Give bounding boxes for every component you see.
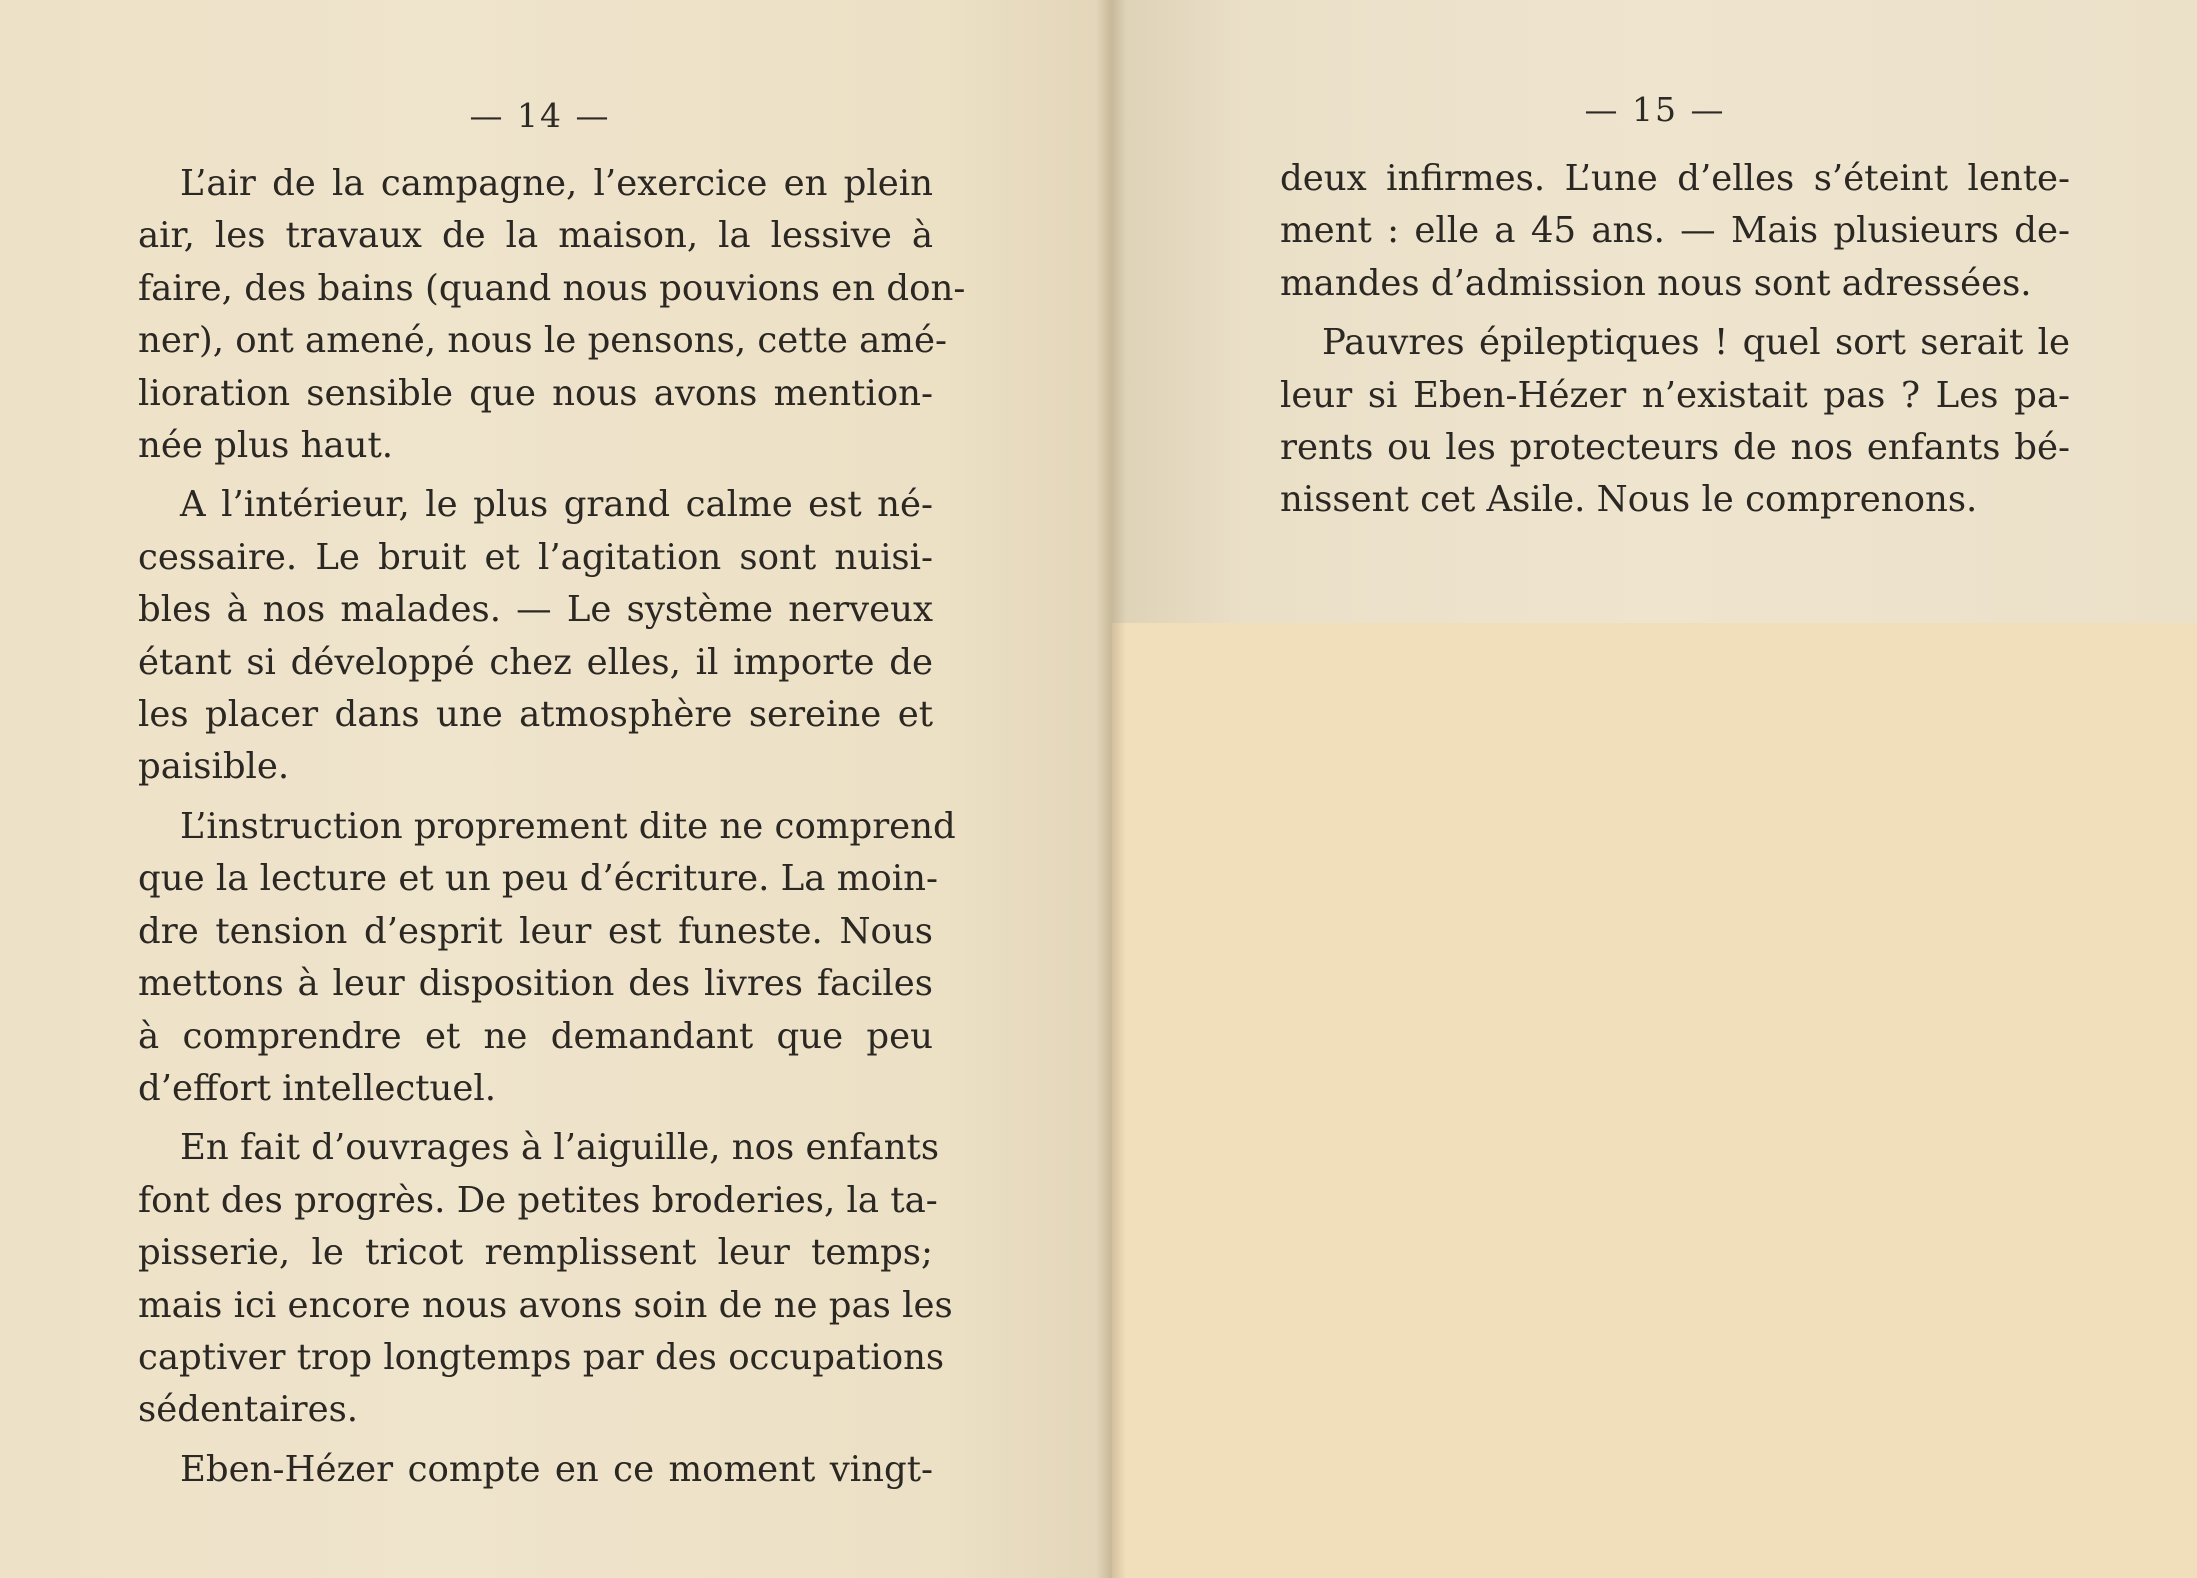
text-line: nissent cet Asile. Nous le comprenons. [1280, 479, 1978, 521]
text-line: mandes d’admission nous sont adressées. [1280, 262, 2032, 304]
right-page-text [1280, 153, 2070, 527]
text-line: Eben-Hézer compte en ce moment vingt- [180, 1448, 933, 1490]
text-line: ment : elle a 45 ans. — Mais plusieurs de- [1280, 210, 2070, 252]
text-line: sédentaires. [138, 1389, 359, 1431]
left-page-text [138, 158, 966, 1496]
text-line: paisible. [138, 746, 290, 788]
text-line: mais ici encore nous avons soin de ne pas les [138, 1284, 953, 1326]
text-line: que la lecture et un peu d’écriture. La moin- [138, 858, 938, 900]
text-line: à comprendre et ne demandant que peu [138, 1015, 933, 1057]
text-line: lioration sensible que nous avons mention- [138, 372, 933, 414]
text-line: pisserie, le tricot remplissent leur temps; [138, 1232, 933, 1274]
text-line: leur si Eben-Hézer n’existait pas ? Les pa- [1280, 374, 2070, 416]
text-line: née plus haut. [138, 425, 394, 467]
text-line: faire, des bains (quand nous pouvions en don- [138, 267, 966, 309]
text-line: Pauvres épileptiques ! quel sort serait le [1322, 322, 2070, 364]
page-number-left: — 14 — [469, 96, 611, 135]
text-line: font des progrès. De petites broderies, la ta- [138, 1179, 938, 1221]
text-line: En fait d’ouvrages à l’aiguille, nos enfants [180, 1127, 940, 1169]
text-line: captiver trop longtemps par des occupations [138, 1336, 945, 1378]
text-line: ner), ont amené, nous le pensons, cette amé- [138, 320, 947, 362]
text-line: mettons à leur disposition des livres faciles [138, 963, 933, 1005]
blank-fill-area [1112, 623, 2197, 1578]
text-line: étant si développé chez elles, il importe de [138, 641, 933, 683]
text-line: cessaire. Le bruit et l’agitation sont nuisi- [138, 536, 933, 578]
text-line: dre tension d’esprit leur est funeste. Nous [138, 910, 933, 952]
text-line: bles à nos malades. — Le système nerveux [138, 589, 933, 631]
text-line: les placer dans une atmosphère sereine et [138, 694, 933, 736]
text-line: deux infirmes. L’une d’elles s’éteint lente- [1280, 158, 2070, 199]
text-line: A l’intérieur, le plus grand calme est né- [180, 484, 933, 526]
page-gutter [1096, 0, 1126, 1578]
text-line: air, les travaux de la maison, la lessive à [138, 215, 933, 257]
text-line: d’effort intellectuel. [138, 1067, 496, 1109]
page-number-right: — 15 — [1584, 90, 1726, 129]
text-line: L’instruction proprement dite ne comprend [180, 805, 956, 847]
text-line: rents ou les protecteurs de nos enfants bé- [1280, 427, 2070, 469]
text-line: L’air de la campagne, l’exercice en plein [180, 163, 933, 204]
